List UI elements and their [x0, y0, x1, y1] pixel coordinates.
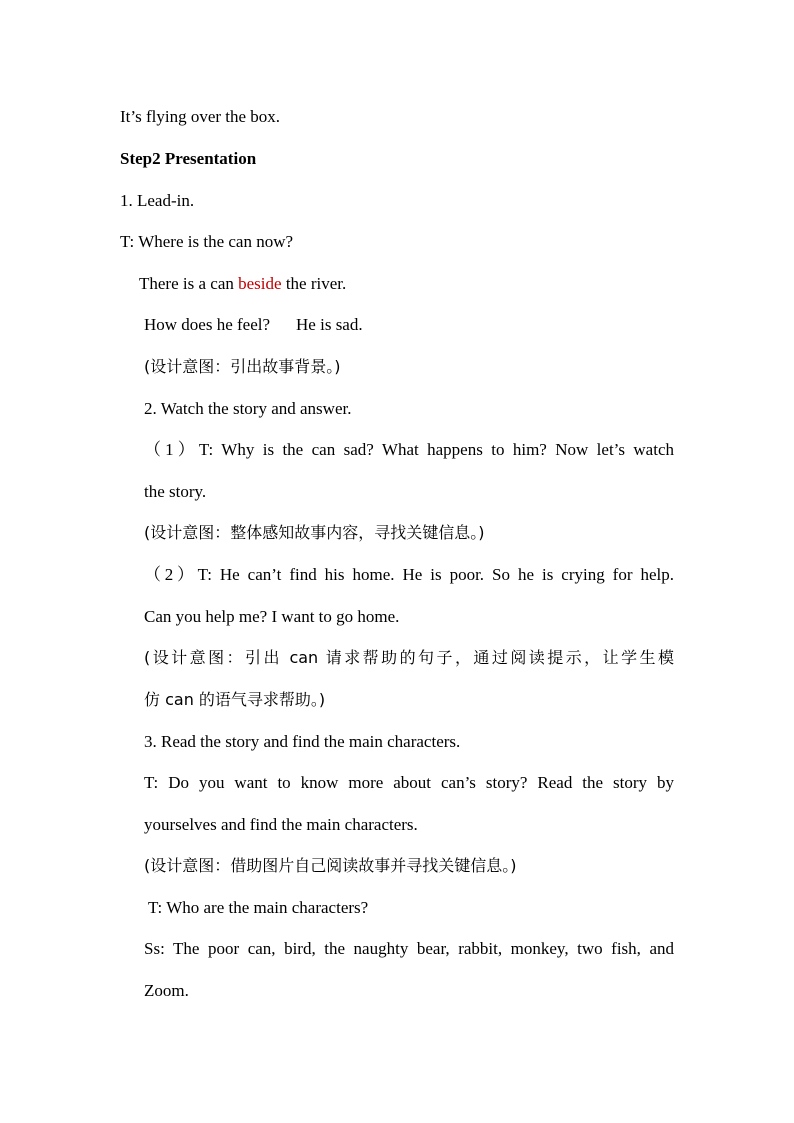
text-segment: There is a can	[139, 274, 239, 293]
design-note: (设计意图：借助图片自己阅读故事并寻找关键信息。)	[144, 856, 517, 875]
text-line: （2）T: He can’t find his home. He is poor. So he is crying for help.	[144, 565, 674, 584]
text-line: T: Who are the main characters?	[148, 898, 369, 917]
text-line: yourselves and find the main characters.	[144, 815, 418, 834]
text-line: It’s flying over the box.	[120, 107, 281, 126]
highlighted-word: beside	[238, 274, 282, 293]
text-line	[144, 313, 363, 337]
design-note: (设计意图：整体感知故事内容，寻找关键信息。)	[144, 523, 485, 542]
answer-text: He is sad.	[296, 315, 363, 334]
text-line: Can you help me? I want to go home.	[144, 607, 400, 626]
text-line: 3. Read the story and find the main characters.	[144, 732, 461, 751]
design-note: (设计意图：引出故事背景。)	[144, 357, 341, 376]
text-line: T: Do you want to know more about can’s story? Read the story by	[144, 773, 674, 792]
design-note: 仿 can 的语气寻求帮助。)	[144, 690, 326, 709]
text-line: Zoom.	[144, 981, 189, 1000]
text-line: 1. Lead-in.	[120, 191, 195, 210]
text-line: the story.	[144, 482, 207, 501]
design-note: (设计意图：引出 can 请求帮助的句子，通过阅读提示，让学生模	[144, 648, 674, 667]
text-line: T: Where is the can now?	[120, 232, 294, 251]
text-line: 2. Watch the story and answer.	[144, 399, 352, 418]
text-line	[139, 272, 346, 296]
text-line: Ss: The poor can, bird, the naughty bear, rabbit, monkey, two fish, and	[144, 939, 674, 958]
text-segment: the river.	[281, 274, 347, 293]
section-heading: Step2 Presentation	[120, 149, 257, 168]
question-text: How does he feel?	[144, 315, 271, 334]
text-line: （1）T: Why is the can sad? What happens to him? Now let’s watch	[144, 440, 674, 459]
